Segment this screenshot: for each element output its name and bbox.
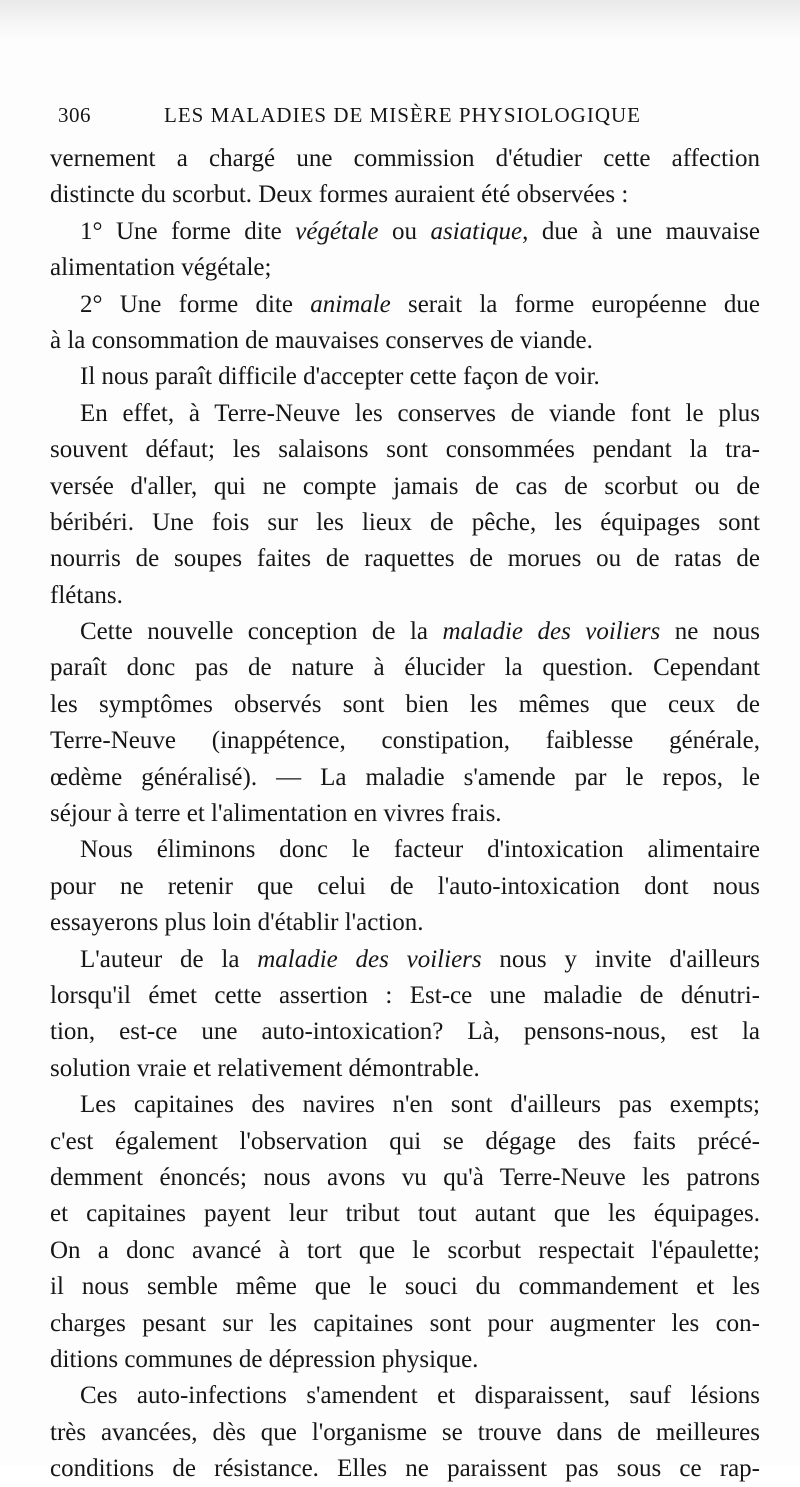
- text-segment: On a donc avancé à tort que le scorbut respectait l'épaulette;: [50, 1236, 760, 1264]
- text-segment: solution vraie et relativement démontrable.: [50, 1054, 480, 1082]
- text-segment: Les capitaines des navires n'en sont d'ailleurs pas exempts;: [80, 1091, 760, 1119]
- text-segment: essayerons plus loin d'établir l'action.: [50, 909, 424, 937]
- text-line: [50, 1087, 760, 1123]
- text-line: [50, 942, 760, 978]
- text-segment: ne nous: [660, 618, 760, 646]
- text-line: [50, 1014, 760, 1050]
- text-line: [50, 723, 760, 759]
- text-line: [50, 432, 760, 468]
- text-line: [50, 1451, 760, 1487]
- text-segment: vernement a chargé une commission d'étudier cette affection: [50, 145, 760, 172]
- text-line: [50, 396, 760, 432]
- text-segment: Ces auto-infections s'amendent et disparaissent, sauf lésions: [80, 1382, 760, 1410]
- text-segment: lorsqu'il émet cette assertion : Est-ce une maladie de dénutri-: [50, 981, 760, 1009]
- text-segment: L'auteur de la: [80, 945, 258, 973]
- text-segment: demment énoncés; nous avons vu qu'à Terre-Neuve les patrons: [50, 1163, 760, 1191]
- text-line: [50, 287, 760, 323]
- text-segment: c'est également l'observation qui se dégage des faits précé-: [50, 1127, 760, 1155]
- text-segment: 2° Une forme dite: [80, 290, 311, 318]
- text-line: [50, 359, 760, 395]
- italic-text: asiatique: [430, 217, 523, 245]
- text-line: [50, 760, 760, 796]
- text-line: [50, 469, 760, 505]
- text-segment: versée d'aller, qui ne compte jamais de cas de scorbut ou de: [50, 472, 760, 500]
- text-segment: Il nous paraît difficile d'accepter cette façon de voir.: [80, 363, 600, 391]
- text-segment: nourris de soupes faites de raquettes de morues ou de ratas de: [50, 545, 760, 573]
- text-line: [50, 832, 760, 868]
- text-segment: serait la forme européenne due: [390, 290, 760, 318]
- text-line: [50, 1160, 760, 1196]
- text-segment: souvent défaut; les salaisons sont consommées pendant la tra-: [50, 436, 760, 464]
- text-line: [50, 1196, 760, 1232]
- italic-text: végétale: [295, 217, 379, 245]
- text-line: [50, 1051, 760, 1087]
- text-segment: Terre-Neuve (inappétence, constipation, faiblesse générale,: [50, 727, 760, 755]
- text-line: [50, 978, 760, 1014]
- text-line: [50, 1269, 760, 1305]
- italic-text: maladie des voiliers: [442, 618, 661, 646]
- italic-text: animale: [310, 290, 391, 318]
- page-number: 306: [58, 103, 91, 127]
- text-line: [50, 1306, 760, 1342]
- body-text: [50, 141, 760, 1487]
- text-segment: œdème généralisé). — La maladie s'amende par le repos, le: [50, 763, 760, 791]
- text-segment: tion, est-ce une auto-intoxication? Là, pensons-nous, est la: [50, 1018, 760, 1046]
- text-segment: béribéri. Une fois sur les lieux de pêche, les équipages sont: [50, 508, 760, 536]
- text-line: [50, 687, 760, 723]
- italic-text: maladie des voiliers: [257, 945, 482, 973]
- text-segment: ou: [378, 217, 431, 245]
- text-line: [50, 250, 760, 286]
- text-segment: et capitaines payent leur tribut tout autant que les équipages.: [50, 1200, 760, 1228]
- text-segment: très avancées, dès que l'organisme se trouve dans de meilleures: [50, 1418, 760, 1446]
- text-segment: Cette nouvelle conception de la: [80, 618, 443, 646]
- text-line: [50, 869, 760, 905]
- text-line: [50, 541, 760, 577]
- text-line: [50, 1378, 760, 1414]
- page-header: [58, 103, 758, 133]
- text-segment: séjour à terre et l'alimentation en vivres frais.: [50, 800, 502, 828]
- text-line: [50, 505, 760, 541]
- text-segment: charges pesant sur les capitaines sont pour augmenter les con-: [50, 1309, 760, 1337]
- text-line: [50, 177, 760, 213]
- text-segment: 1° Une forme dite: [80, 217, 296, 245]
- text-segment: les symptômes observés sont bien les mêmes que ceux de: [50, 690, 760, 718]
- text-segment: à la consommation de mauvaises conserves de viande.: [50, 326, 593, 354]
- scan-top-margin: [0, 0, 800, 40]
- text-segment: conditions de résistance. Elles ne paraissent pas sous ce rap-: [50, 1455, 760, 1483]
- text-line: [50, 578, 760, 614]
- text-segment: Nous éliminons donc le facteur d'intoxication alimentaire: [80, 836, 760, 864]
- text-line: [50, 650, 760, 686]
- text-segment: paraît donc pas de nature à élucider la question. Cependant: [50, 654, 760, 682]
- text-segment: alimentation végétale;: [50, 254, 272, 282]
- running-title: LES MALADIES DE MISÈRE PHYSIOLOGIQUE: [164, 103, 641, 127]
- text-segment: distincte du scorbut. Deux formes auraient été observées :: [50, 181, 629, 209]
- text-segment: ditions communes de dépression physique.: [50, 1345, 479, 1373]
- text-line: [50, 1342, 760, 1378]
- text-segment: flétans.: [50, 581, 123, 609]
- text-segment: nous y invite d'ailleurs: [481, 945, 760, 973]
- text-line: [50, 1233, 760, 1269]
- text-line: [50, 214, 760, 250]
- text-segment: pour ne retenir que celui de l'auto-intoxication dont nous: [50, 872, 760, 900]
- text-line: [50, 1124, 760, 1160]
- text-line: [50, 1415, 760, 1451]
- text-line: [50, 323, 760, 359]
- text-segment: , due à une mauvaise: [522, 217, 760, 245]
- text-line: [50, 141, 760, 177]
- text-line: [50, 796, 760, 832]
- text-line: [50, 614, 760, 650]
- text-line: [50, 905, 760, 941]
- text-segment: En effet, à Terre-Neuve les conserves de viande font le plus: [80, 399, 760, 427]
- text-segment: il nous semble même que le souci du commandement et les: [50, 1273, 760, 1301]
